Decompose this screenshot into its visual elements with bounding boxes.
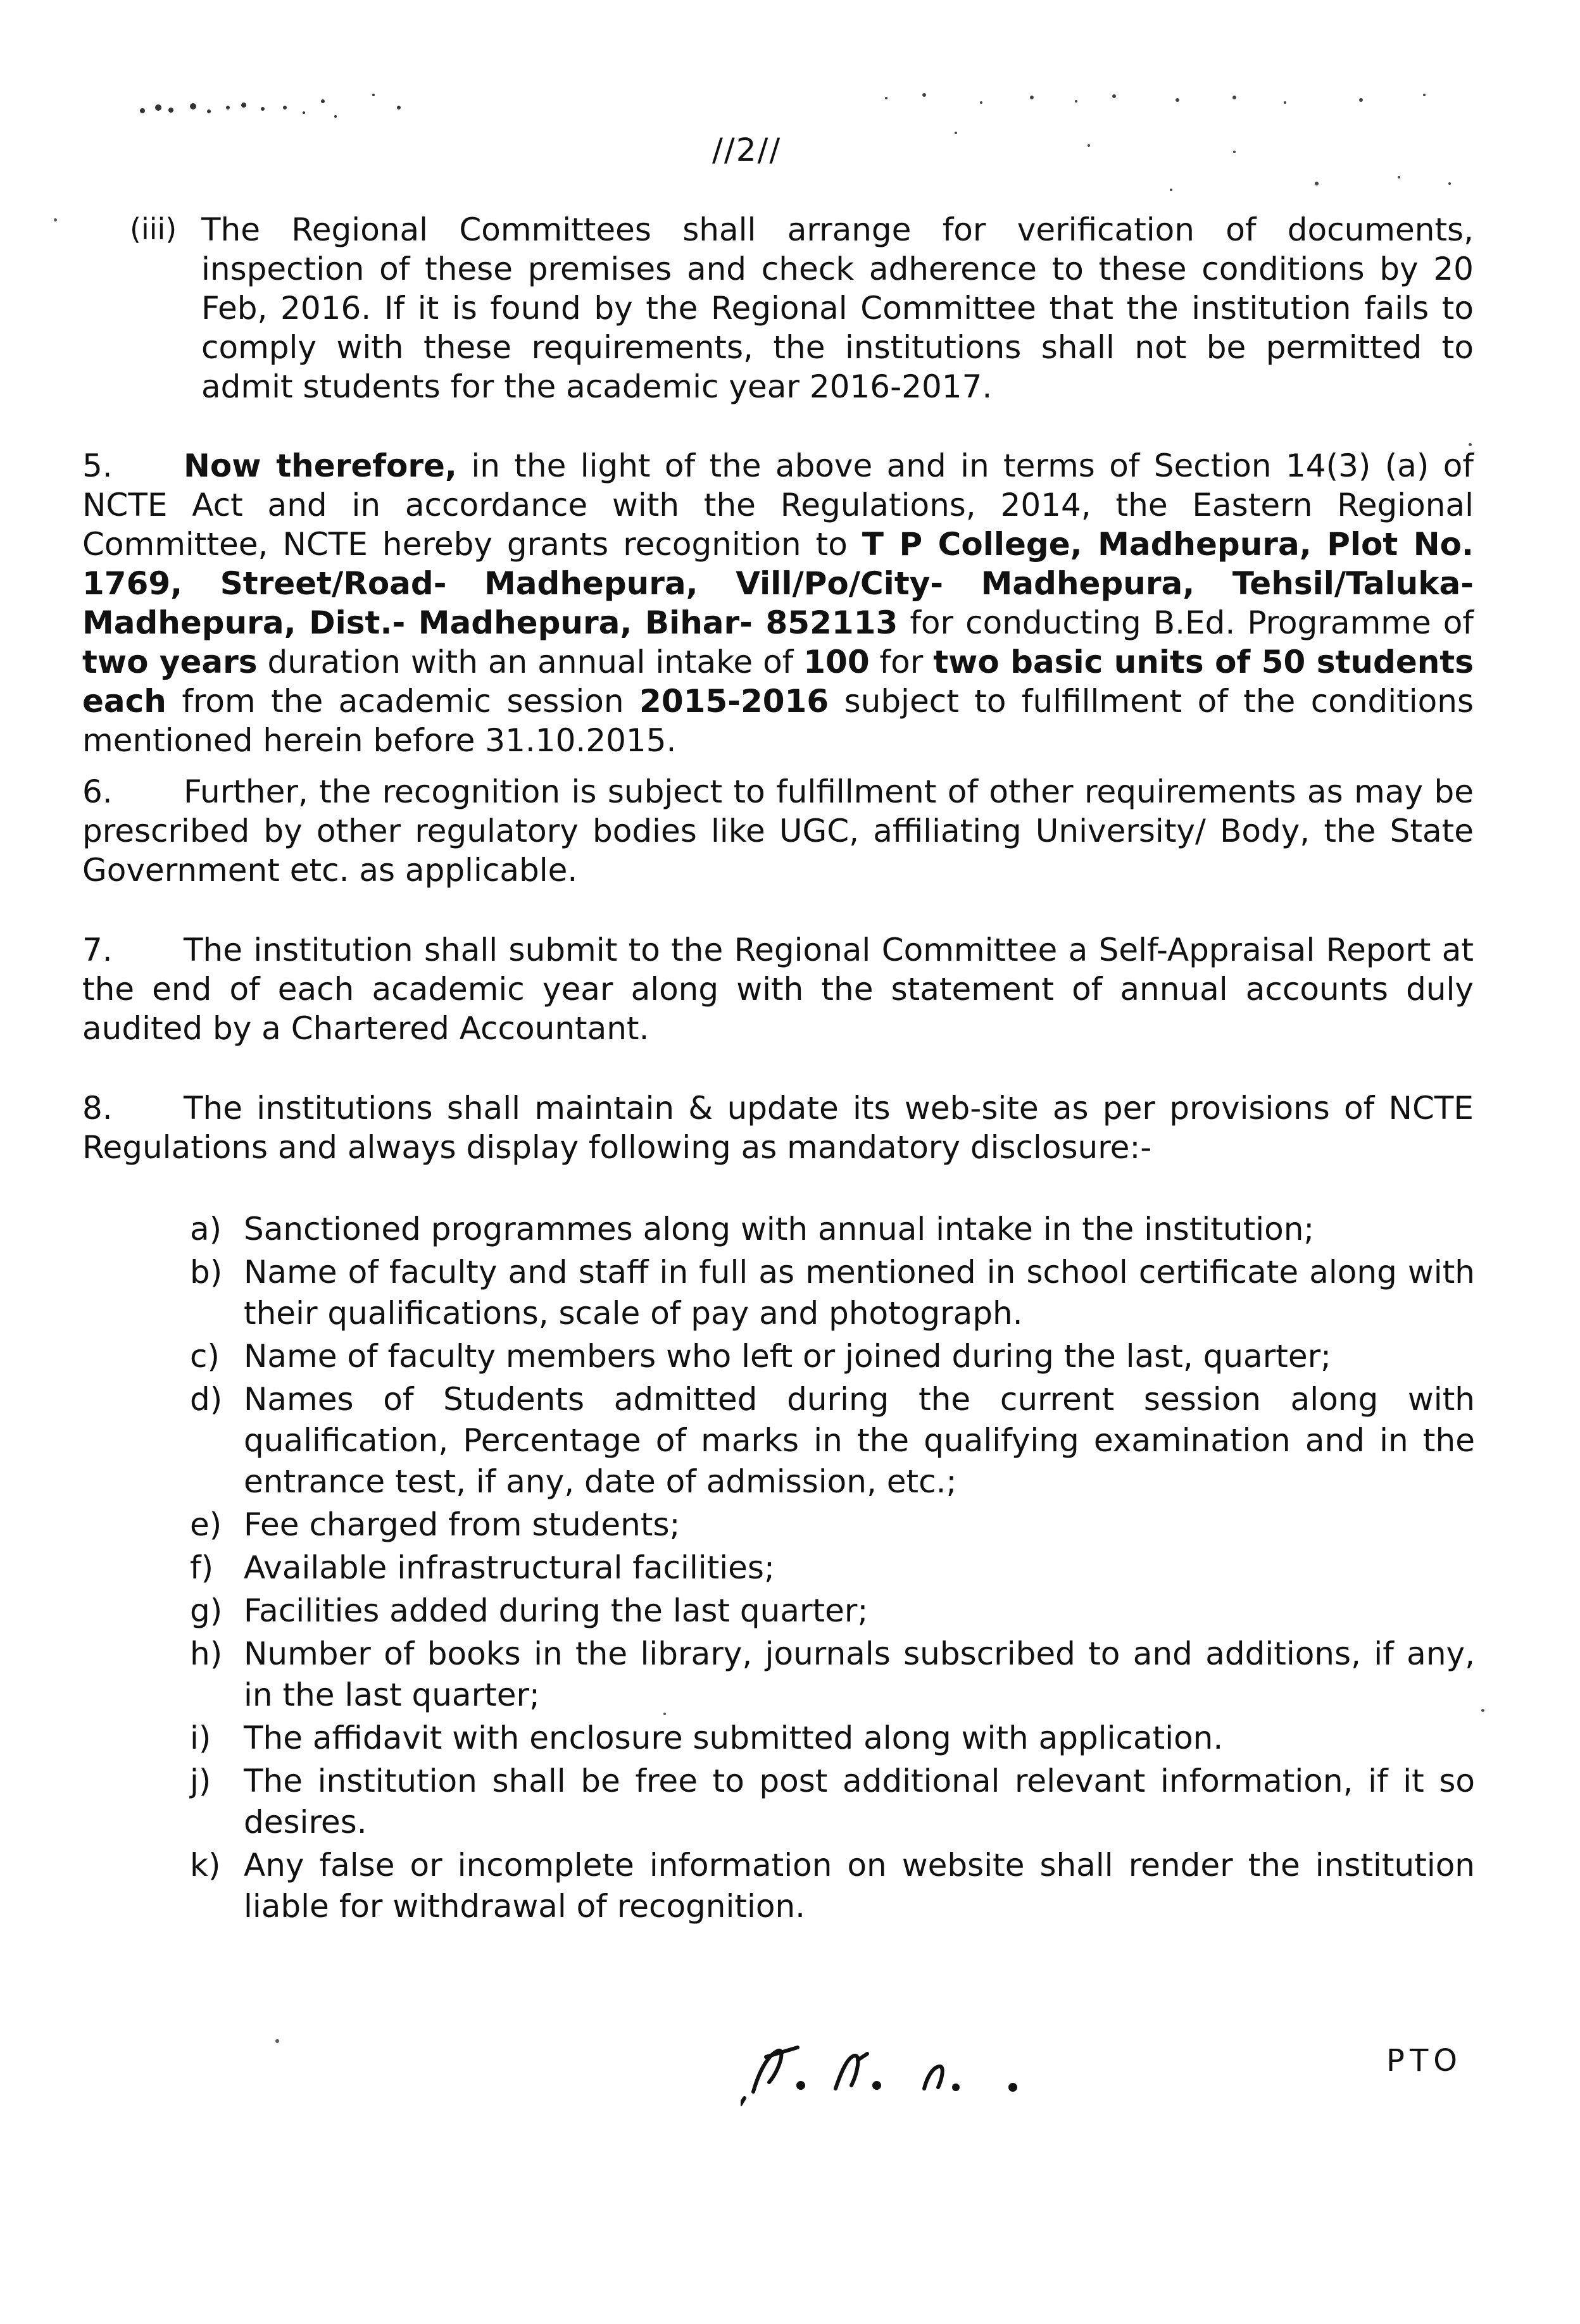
list-item-label: j)	[190, 1763, 211, 1799]
scan-noise-left	[133, 89, 437, 127]
list-item-text: Number of books in the library, journals subscribed to and additions, if any, in the last quarter;	[244, 1635, 1475, 1713]
list-item	[190, 1718, 1475, 1759]
scan-speck	[663, 1713, 666, 1715]
list-item	[190, 1209, 1475, 1250]
scan-speck	[275, 2039, 279, 2043]
list-item-label: h)	[190, 1635, 223, 1672]
handwritten-signature	[741, 2032, 1032, 2108]
list-item-label: i)	[190, 1720, 211, 1756]
list-item-label: k)	[190, 1847, 221, 1884]
paragraph-6-text: Further, the recognition is subject to fulfillment of other requirements as may be prescribed by other regulatory bodies like UGC, affiliating University/ Body, the State Government etc. as applicable.	[82, 773, 1474, 889]
list-item-label: g)	[190, 1592, 223, 1629]
annual-intake: 100	[803, 644, 870, 680]
list-item-label: d)	[190, 1381, 223, 1418]
list-item	[190, 1504, 1475, 1546]
list-item-text: Name of faculty and staff in full as mentioned in school certificate along with their qualifications, scale of pay and photograph.	[244, 1254, 1475, 1332]
list-item-label: e)	[190, 1506, 222, 1543]
paragraph-5	[82, 446, 1474, 760]
list-item-text: Fee charged from students;	[244, 1506, 680, 1543]
paragraph-5-number: 5.	[82, 447, 113, 484]
list-item-text: Facilities added during the last quarter;	[244, 1592, 868, 1629]
pto-label: PTO	[1386, 2043, 1463, 2078]
clause-iii-text: The Regional Committees shall arrange for verification of documents, inspection of these premises and check adherence to these conditions by 20 Feb, 2016. If it is found by the Regional Committee that the institution fails to comply with these requirements, the institutions shall not be permitted to admit students for the academic year 2016-2017.	[201, 211, 1474, 405]
paragraph-5-text-5: from the academic session	[166, 683, 640, 720]
list-item-text: The affidavit with enclosure submitted along with application.	[244, 1720, 1224, 1756]
list-item-text: The institution shall be free to post additional relevant information, if it so desires.	[244, 1763, 1475, 1840]
list-item-text: Sanctioned programmes along with annual intake in the institution;	[244, 1211, 1315, 1247]
paragraph-7-number: 7.	[82, 932, 113, 968]
scan-speck	[1481, 1709, 1484, 1712]
scan-speck	[54, 218, 57, 222]
list-item	[190, 1252, 1475, 1334]
list-item	[190, 1634, 1475, 1716]
paragraph-8-text: The institutions shall maintain & update its web-site as per provisions of NCTE Regulations and always display following as mandatory disclosure:-	[82, 1090, 1474, 1166]
basic-units: two basic units of 50 students each	[82, 644, 1474, 720]
paragraph-5-text-6: subject to fulfillment of the conditions mentioned herein before 31.10.2015.	[82, 683, 1474, 759]
paragraph-5-lead: Now therefore,	[184, 447, 457, 484]
list-item	[190, 1547, 1475, 1589]
list-item-text: Name of faculty members who left or joined during the last, quarter;	[244, 1338, 1332, 1375]
list-item	[190, 1379, 1475, 1502]
scan-speck	[1469, 443, 1472, 446]
academic-session: 2015-2016	[639, 683, 829, 720]
page-number: //2//	[712, 132, 782, 168]
paragraph-6-number: 6.	[82, 773, 113, 810]
paragraph-8	[82, 1089, 1474, 1167]
list-item-label: f)	[190, 1549, 214, 1586]
paragraph-5-text-3: duration with an annual intake of	[257, 644, 804, 680]
list-item	[190, 1845, 1475, 1927]
paragraph-7	[82, 930, 1474, 1048]
list-item	[190, 1336, 1475, 1377]
paragraph-7-text: The institution shall submit to the Regional Committee a Self-Appraisal Report at the end of each academic year along with the statement of annual accounts duly audited by a Chartered Accountant.	[82, 932, 1474, 1047]
paragraph-5-text-2: for conducting B.Ed. Programme of	[898, 604, 1474, 641]
list-item-text: Names of Students admitted during the current session along with qualification, Percentage of marks in the qualifying examination and in the entrance test, if any, date of admission, etc.;	[244, 1381, 1475, 1500]
list-item-label: a)	[190, 1211, 222, 1247]
programme-duration: two years	[82, 644, 258, 680]
list-item-text: Any false or incomplete information on website shall render the institution liable for withdrawal of recognition.	[244, 1847, 1475, 1925]
scan-noise-right	[880, 89, 1462, 196]
list-item	[190, 1590, 1475, 1632]
paragraph-8-number: 8.	[82, 1090, 113, 1127]
list-item-label: b)	[190, 1254, 223, 1290]
paragraph-6	[82, 772, 1474, 890]
list-item-label: c)	[190, 1338, 220, 1375]
list-item	[190, 1761, 1475, 1843]
list-item-text: Available infrastructural facilities;	[244, 1549, 775, 1586]
paragraph-5-text-4: for	[869, 644, 934, 680]
paragraph-5-text-1: in the light of the above and in terms of Section 14(3) (a) of NCTE Act and in accordance with the Regulations, 2014, the Eastern Regional Committee, NCTE hereby grants recognition to	[82, 447, 1474, 563]
institution-address: T P College, Madhepura, Plot No. 1769, Street/Road- Madhepura, Vill/Po/City- Madhepura, Tehsil/Taluka- Madhepura, Dist.- Madhepura, Bihar- 852113	[82, 526, 1474, 641]
clause-iii-label: (iii)	[130, 212, 177, 246]
disclosure-list	[190, 1209, 1475, 1929]
